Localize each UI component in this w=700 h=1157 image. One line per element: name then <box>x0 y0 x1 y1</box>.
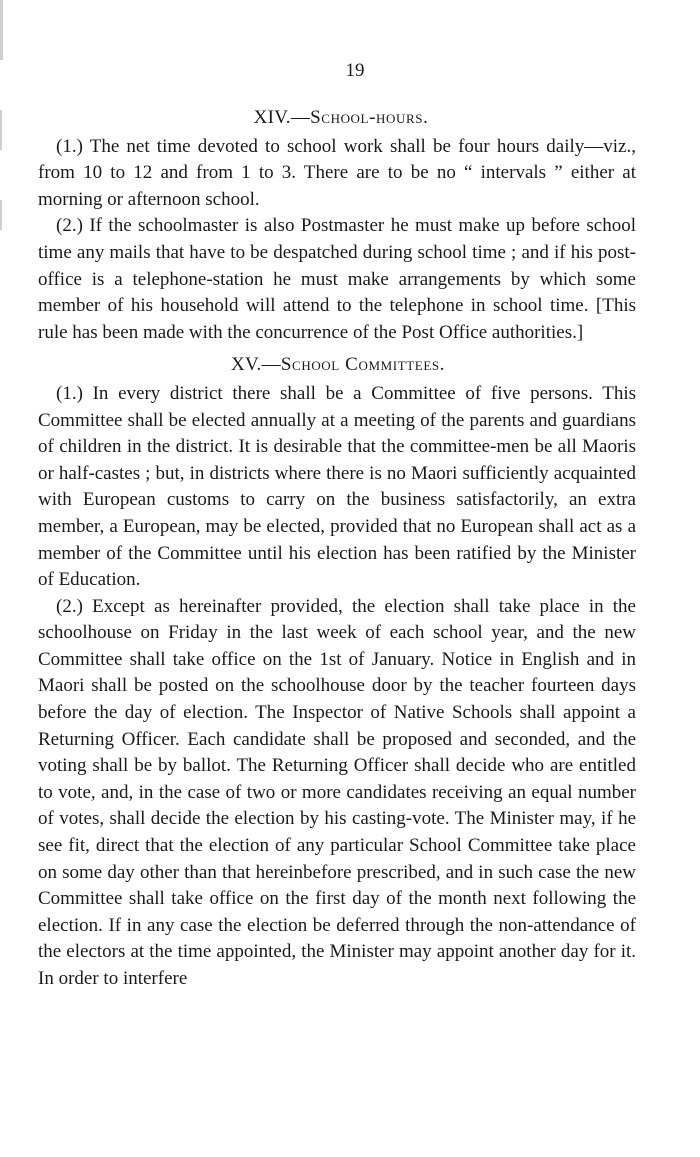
section-heading-school-hours <box>38 105 636 132</box>
section-heading-school-committees <box>38 352 636 379</box>
scan-edge-mark <box>0 110 2 150</box>
section-title: School Committees. <box>280 354 446 376</box>
page-body <box>38 105 636 993</box>
section-title: School-hours. <box>310 107 429 128</box>
section-numeral: XIV.— <box>253 107 311 128</box>
scan-edge-mark <box>0 0 3 60</box>
paragraph: (1.) In every district there shall be a Committee of five persons. This Committee shall be elected annually at a meeting of the parents and guardians of children in the district. It is desirable that the committee-men be all Maoris or half-castes ; but, in districts where there is no Maori sufficiently acquainted with European customs to carry on the business satisfactorily, an extra member, a European, may be elected, provided that no European shall act as a member of the Committee until his election has been ratified by the Minister of Education. <box>38 382 636 591</box>
paragraph: (2.) If the schoolmaster is also Postmaster he must make up before school time any mails that have to be despatched during school time ; and if his post-office is a telephone-station he must make arrangements by which some member of his household will attend to the telephone in school time. [This rule has been made with the concurrence of the Post Office authorities.] <box>38 215 636 343</box>
paragraph: (1.) The net time devoted to school work shall be four hours daily—viz., from 10 to 12 and from 1 to 3. There are to be no “ intervals ” either at morning or afternoon school. <box>38 135 636 210</box>
paragraph: (2.) Except as hereinafter provided, the election shall take place in the schoolhouse on Friday in the last week of each school year, and the new Committee shall take office on the 1st of January. Notice in English and in Maori shall be posted on the schoolhouse door by the teacher fourteen days before the day of election. The Inspector of Native Schools shall appoint a Returning Officer. Each candidate shall be proposed and seconded, and the voting shall be by ballot. The Returning Officer shall decide who are entitled to vote, and, in the case of two or more candidates receiving an equal number of votes, shall decide the election by his casting-vote. The Minister may, if he see fit, direct that the election of any particular School Committee take place on some day other than that hereinbefore prescribed, and in such case the new Committee shall take office on the first day of the month next following the election. If in any case the election be deferred through the non-attendance of the electors at the time appointed, the Minister may appoint another day for it. In order to interfere <box>38 595 636 989</box>
section-numeral: XV.— <box>230 354 281 376</box>
page-number: 19 <box>345 60 365 81</box>
scan-edge-mark <box>0 200 2 230</box>
